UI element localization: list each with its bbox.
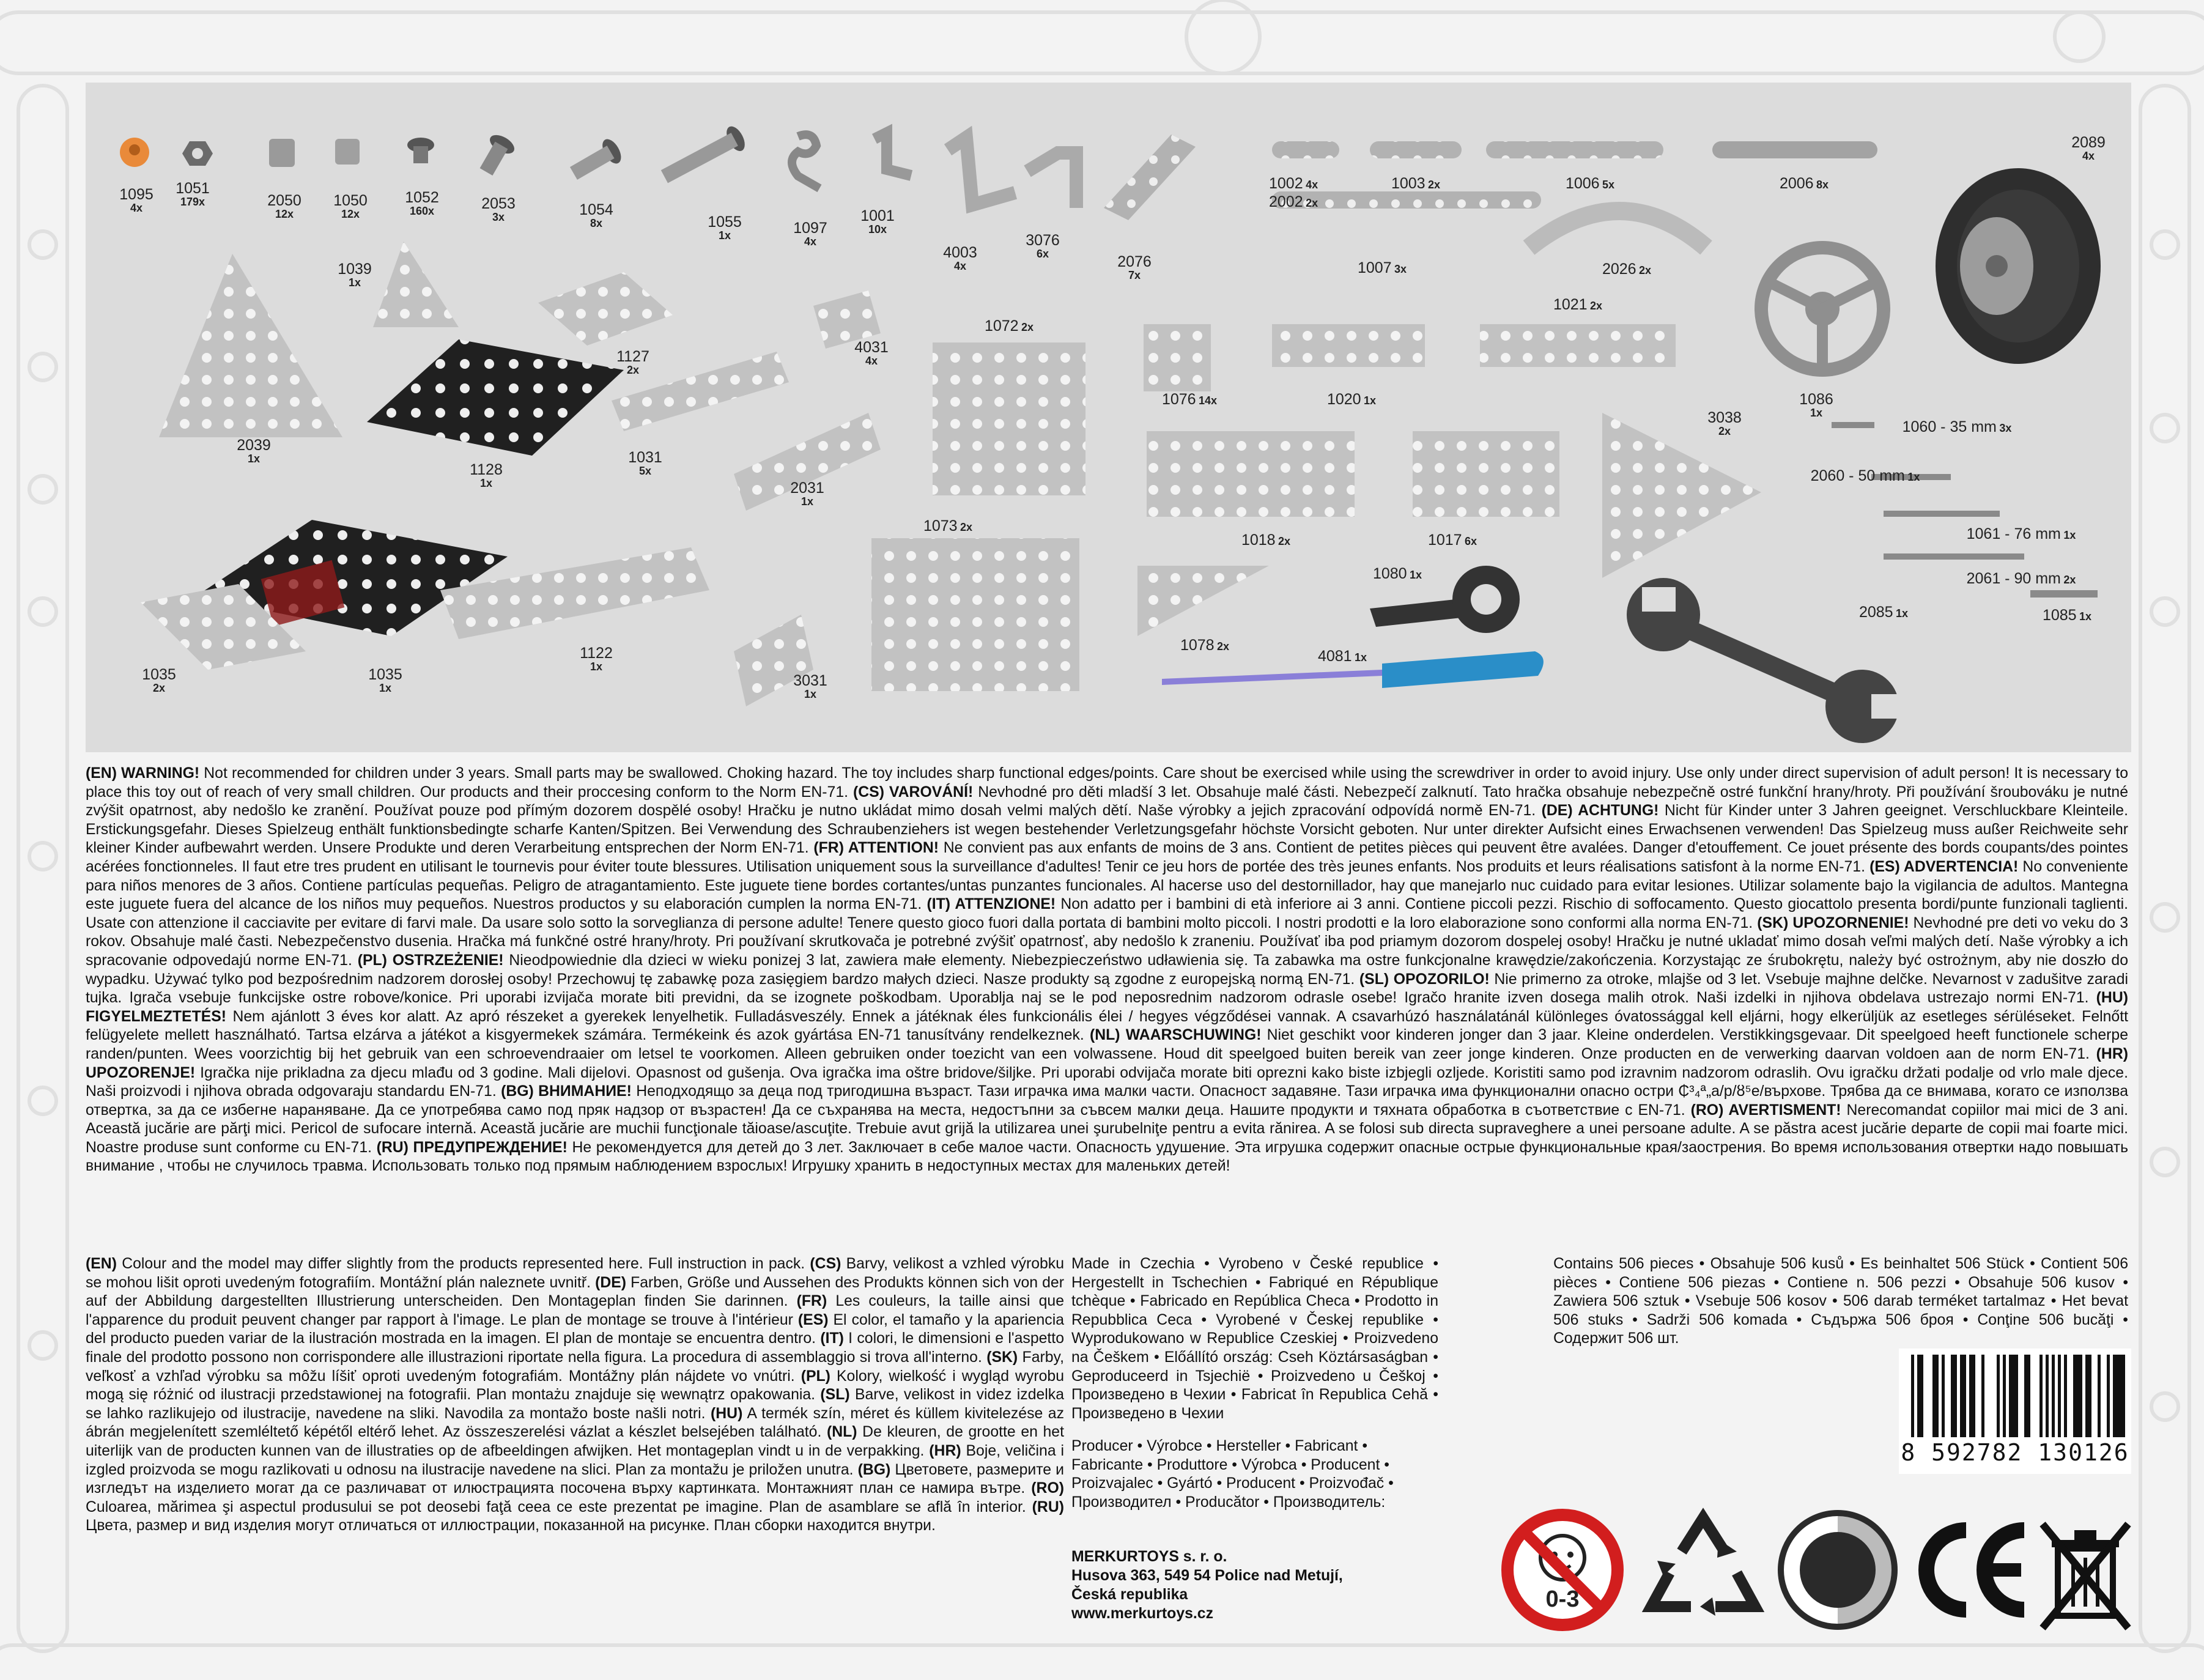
barcode-bar [1969, 1355, 1975, 1437]
part-label-1021: 1021 2x [1553, 296, 1603, 313]
black-plate-1128 [367, 339, 624, 456]
strip-1002 [1272, 141, 1339, 158]
age-warning-icon [1498, 1506, 1627, 1634]
warning-heading: (BG) ВНИМАНИЕ! [501, 1083, 632, 1100]
warning-heading: (CS) VAROVÁNÍ! [853, 783, 974, 801]
bracket-4003 [948, 138, 1015, 205]
part-label-2050: 2050 12x [267, 192, 301, 221]
screw-2053 [475, 131, 517, 179]
triangle-plate-2039 [159, 254, 342, 437]
barcode-bar [2046, 1355, 2049, 1437]
wrench-2085 [1627, 578, 1905, 743]
flat-plate-1072 [933, 342, 1085, 495]
colour-notice-body: Boje, veličina i izgled proizvoda se mogu razlikovati u odnosu na ilustracije navedene na slici. Plan za montažu je priložen unutra. [86, 1442, 1064, 1478]
barcode-bar [1932, 1355, 1939, 1437]
part-label-3031: 3031 1x [793, 672, 827, 701]
warning-heading: (RU) ПРЕДУПРЕЖДЕНИЕ! [376, 1139, 568, 1156]
warning-heading: (IT) ATTENZIONE! [926, 896, 1056, 913]
barcode-bar [2058, 1355, 2061, 1437]
washer-1095 [120, 138, 149, 167]
part-label-1097: 1097 4x [793, 220, 827, 248]
website-link: www.merkurtoys.cz [1071, 1605, 1213, 1622]
axle-2061 [1884, 553, 2024, 560]
colour-notice-heading: (HU) [711, 1405, 743, 1422]
colour-notice-heading: (SL) [820, 1386, 850, 1404]
colour-notice-body: Culoarea, mărimea şi aspectul produsului se pot deosebi faţă ceea ce este prezentat pe imagine. Plan de asamblare se află în interior. [86, 1498, 1032, 1515]
part-label-1035-a: 1035 2x [142, 666, 176, 695]
part-label-1061: 1061 - 76 mm 1x [1966, 525, 2076, 542]
colour-notice-body: A termék szín, méret és küllem kivitelezése az ábrán megjelenített szemléltető képétől eltérő lehet. Az összeszerelési vázlat a készlet belsejében található. [86, 1405, 1064, 1441]
part-label-4031: 4031 4x [854, 339, 889, 368]
safety-warning-text [86, 764, 2128, 1241]
part-label-2006: 2006 8x [1779, 175, 1829, 192]
barcode-bar [1960, 1355, 1966, 1437]
colour-notice-heading: (PL) [801, 1367, 830, 1385]
hook-1097 [792, 135, 819, 188]
wheel-2089 [1936, 168, 2101, 364]
warning-body: No conveniente para niños menores de 3 años. Contiene partículas pequeñas. Peligro de atragantamiento. Este juguete tiene bordes cortantes/untas punzantes funcionales. Al hacerse uso del destornillador, hay que manejarlo nuc cuidado para evitar lesiones. Utilizar solamente bajo la vigilancia de adultos. Mantegna este juguete fuera del alcance de los niños muy pequeños. Nuestros productos y su elaboración cumplen la norma EN-71. [86, 858, 2128, 913]
barcode [1899, 1349, 2131, 1474]
part-label-2002: 2002 2x [1269, 193, 1318, 210]
barcode-bar [2064, 1355, 2067, 1437]
axle-1060 [1832, 422, 1874, 428]
part-label-1095: 1095 4x [119, 186, 153, 215]
colour-notice-body: Colour and the model may differ slightly from the products represented here. Full instruction in pack. [116, 1256, 810, 1272]
axle-1085 [2030, 590, 2098, 598]
part-label-1127: 1127 2x [616, 348, 649, 377]
warning-body: Nem ajánlott 3 éves kor alatt. Az apró részeket a gyerekek lenyelhetik. Fulladásveszély. Ennek a játéknak éles funkcionális élei / hegyes végződései vannak. A csavarhúzó használatánál különleges óvatossággal kell eljárni, hogy elkerüljük az esetleges sérüléseket. Felnőtt felügyelete mellett használható. Tartsa elzárva a játékot a kisgyermekek számára. Termékeink és azok gyártása EN-71 tanusítvány rendelkeznek. [86, 1008, 2128, 1044]
part-label-2060: 2060 - 50 mm 1x [1810, 467, 1920, 484]
colour-notice-heading: (SK) [986, 1349, 1018, 1366]
part-label-1006: 1006 5x [1565, 175, 1615, 192]
part-label-1072: 1072 2x [984, 317, 1034, 335]
screw-1055 [658, 124, 749, 188]
part-label-1002: 1002 4x [1269, 175, 1318, 192]
steering-wheel-1086 [1761, 248, 1884, 370]
warning-body: Nie primerno za otroke, mlajše od 3 let. Vsebuje majhne delčke. Nevarnost v zadušitve zaradi tujka. Igrača vsebuje funkcijske ostre robove/konice. Pri uporabi izvijača morate biti previdni, da se izognete poškodbam. Uporablja naj se le pod neposrednim nadzorom odrasle osebe! Igračo hranite izven dosega malih otrok. Naši izdelki in njihova obdelava ustrezajo normi EN-71. [86, 971, 2129, 1007]
screw-1052 [407, 138, 434, 163]
colour-notice-heading: (ES) [797, 1311, 829, 1328]
colour-notice-body: Les couleurs, la taille ainsi que l'apparence du produit peuvent changer par rapport à l'image. Le plan de montage se trouve à l'intérieur [86, 1293, 1064, 1328]
colour-notice-heading: (FR) [796, 1293, 827, 1310]
barcode-bar [2073, 1355, 2082, 1437]
part-label-1054: 1054 8x [579, 201, 613, 230]
part-label-4081: 4081 1x [1317, 648, 1367, 665]
barcode-bar [1917, 1355, 1920, 1437]
part-label-1020: 1020 1x [1326, 391, 1377, 408]
part-label-2026: 2026 2x [1602, 261, 1652, 278]
colour-notice-body: Farby, veľkosť a vzhľad výrobku sa môžu líšiť oproti uvedeným fotografiám. Montážny plán nájdete vo vnútri. [86, 1349, 1064, 1385]
strip-1006 [1486, 141, 1663, 158]
barcode-bar [1920, 1355, 1923, 1437]
part-label-1003: 1003 2x [1391, 175, 1441, 192]
u-channel-1127 [538, 272, 673, 346]
barcode-bar [1942, 1355, 1945, 1437]
warning-heading: (EN) WARNING! [86, 765, 200, 782]
warning-body: Not recommended for children under 3 years. Small parts may be swallowed. Choking hazard. The toy includes sharp functional edges/points. Care shout be exercised while using the screwdriver in order to avoid injury. Use only under direct supervision of adult person! It is necessary to place this toy out of reach of very small children. Our products and their proccesing conform to the Norm EN-71. [86, 765, 2129, 801]
barcode-bar [2024, 1355, 2030, 1437]
part-label-2061: 2061 - 90 mm 2x [1966, 570, 2076, 587]
part-label-1060: 1060 - 35 mm 3x [1902, 418, 2012, 435]
warning-heading: (SK) UPOZORNENIE! [1757, 914, 1909, 931]
country: Česká republika [1071, 1586, 1188, 1603]
spacer-2050 [269, 139, 295, 167]
part-label-1031: 1031 5x [628, 449, 662, 478]
part-label-1039: 1039 1x [338, 261, 372, 289]
colour-notice-body: Barve, velikost in videz izdelka se lahko razlikujejo od ilustracije, navedene na sliki. Navodila za montažo boste našli notri. [86, 1386, 1064, 1422]
barcode-bar [2113, 1355, 2125, 1437]
bracket-3076 [1027, 153, 1076, 208]
colour-notice-heading: (EN) [86, 1256, 117, 1272]
street-address: Husova 363, 549 54 Police nad Metují, [1071, 1567, 1343, 1584]
part-label-1050: 1050 12x [333, 192, 368, 221]
producer-address [1071, 1547, 1438, 1623]
part-label-1128: 1128 1x [470, 461, 503, 490]
warning-body: Niet geschikt voor kinderen jonger dan 3 jaar. Kleine onderdelen. Verstikkingsgevaar. Dit speelgoed heeft functionele scherpe randen/punten. Wees voorzichtig bij het gebruik van een schroevendraaier om letsel te voorkomen. Alleen gebruiken onder toezicht van een volwassene. Houd dit speelgoed buiten bereik van zeer jonge kinderen. Onze producten en de verwerking daarvan voldoen aan de norm EN-71. [86, 1027, 2128, 1062]
part-label-1085: 1085 1x [2042, 607, 2092, 624]
barcode-bar [1997, 1355, 2000, 1437]
part-label-1080: 1080 1x [1372, 565, 1422, 582]
barcode-bar [2107, 1355, 2110, 1437]
part-label-4003: 4003 4x [943, 244, 977, 273]
colour-notice-body: I colori, le dimensioni e l'aspetto finale del prodotto possono non corrispondere alle illustrazioni riportate nella figura. La procedura di assemblaggio si trova all'interno. [86, 1330, 1064, 1366]
barcode-bar [1911, 1355, 1914, 1437]
triangle-plate-1039 [373, 242, 459, 327]
weee-bin-icon [2036, 1506, 2134, 1634]
screw-1054 [567, 136, 625, 185]
plate-1018 [1147, 431, 1355, 517]
part-label-1055: 1055 1x [708, 213, 742, 242]
part-label-1086: 1086 1x [1799, 391, 1833, 420]
flat-plate-1073 [871, 538, 1079, 691]
contents-text: Contains 506 pieces • Obsahuje 506 kusů • Es beinhaltet 506 Stück • Contient 506 pièces • Contiene 506 piezas • Contiene n. 506 pezzi • Obsahuje 506 kusov • Zawiera 506 sztuk • Vsebuje 506 kosov • 506 darab terméket tartalmaz • Het bevat 506 stuks • Sadrži 506 komada • Съдържа 506 броя • Conţine 506 bucăţi • Содержит 506 шт. [1553, 1256, 2128, 1347]
parts-panel [86, 83, 2131, 752]
colour-notice-heading: (NL) [826, 1424, 857, 1441]
part-label-1017: 1017 6x [1427, 531, 1477, 549]
plate-1017 [1413, 431, 1559, 517]
green-dot-icon [1773, 1506, 1902, 1634]
part-label-1078: 1078 2x [1180, 637, 1230, 654]
part-label-1052: 1052 160x [405, 189, 439, 218]
part-label-1122: 1122 1x [580, 645, 613, 673]
part-label-1073: 1073 2x [923, 517, 973, 535]
plate-1021 [1480, 324, 1676, 367]
warning-body: Nieodpowiednie dla dzieci w wieku ponizej 3 lat, zawiera małe elementy. Niebezpieczeństwo udławienia się. Ta zabawka ma ostre funkcjonalne krawędzie/zakończenia. Korzystając ze śrubokrętu, należy być ostrożnym, aby nie doszło do wypadku. Używać tylko pod bezpośrednim nadzorem dorosłej osoby! Przechowuj tę zabawkę poza zasięgiem bardzo małych dzieci. Nasze produkty są zgodne z europejską normą EN-71. [86, 952, 2128, 988]
warning-heading: (FR) ATTENTION! [813, 840, 939, 857]
barcode-bar [2003, 1355, 2006, 1437]
colour-notice-text [86, 1255, 1064, 1640]
colour-notice-heading: (IT) [820, 1330, 844, 1347]
warning-body: Неподходящо за деца под тригодишна възраст. Тази играчка има малки части. Опасност задавяне. Тази играчка има функционални опасно остри ₵³₄ª„a/p/ȣ⁵e/върхове. Трябва да се внимава, когато се използва отвертка, за да се избегне нараняване. Да се употребява само под пряк надзор от възрастен! Да се съхранява на места, недостъпни за съвсем малки деца. Нашите продукти и тяхната обработка в съответствие с EN-71. [86, 1083, 2128, 1119]
colour-notice-heading: (HR) [929, 1442, 961, 1459]
made-in-text: Made in Czechia • Vyrobeno v České republice • Hergestellt in Tschechien • Fabriqué en République tchèque • Fabricado en República Checa • Prodotto in Repubblica Ceca • Vyrobené v Českej republike • Wyprodukowano w Republice Czeskiej • Proizvedeno na Češkem • Előállító ország: Cseh Köztársaságban • Geproduceerd in Tsjechië • Proizvedeno u Češkoj • Произведено в Чехии • Fabricat în Republica Cehă • Произведено в Чехии [1071, 1256, 1438, 1422]
warning-body: Nerecomandat copiilor mai mici de 3 ani. Această jucărie are părţi mici. Pericol de sufocare internă. Această jucărie are muchii funcţionale tăioase/ascuţite. Trebuie avut grijă la utilizarea unei şurubelniţe pentru a evita rănirea. A se folosi sub directa supraveghere a unei persoane adulte. A se păstra acest jucărie departe de copii mai foarte mici. Noastre produse sunt conforme cu EN-71. [86, 1101, 2128, 1156]
colour-notice-body: Farben, Größe und Aussehen des Produkts können sich von der auf der Abbildung dargestellten Illustrierung unterscheiden. Den Montageplan finden Sie darinnen. [86, 1274, 1064, 1310]
part-label-2076: 2076 7x [1117, 253, 1152, 282]
colour-notice-body: Kolory, wielkość i wygląd wyrobu mogą się różnić od ilustracji przedstawionej na fotografii. Plan montażu znajduje się wewnątrz opakowania. [86, 1367, 1064, 1404]
part-label-3038: 3038 2x [1707, 409, 1742, 438]
colour-notice-body: Цвета, размер и вид изделия могут отличаться от иллюстрации, показанной на рисунке. План сборки находится внутри. [86, 1517, 936, 1534]
company-name: MERKURTOYS s. r. o. [1071, 1549, 1227, 1565]
warning-body: Nicht für Kinder unter 3 Jahren geeignet. Verschluckbare Kleinteile. Erstickungsgefahr. Dieses Spielzeug enthält funktionsbedingte scharfe Kanten/Spitzen. Bei Verwendung des Schraubenziehers ist wegen bestehender Verletzungsgefahr höchste Vorsicht geboten. Nur unter direkter Aufsicht eines Erwachsenen verwenden! Das Spielzeug muss außer Reichweite sehr kleiner Kinder aufbewahrt werden. Unsere Produkte und deren Verarbeitung entsprechen der Norm EN-71. [86, 802, 2128, 857]
strip-2006 [1712, 141, 1877, 158]
warning-heading: (HR) UPOZORENJE! [86, 1045, 2128, 1081]
colour-notice-body: De kleuren, de grootte en het uiterlijk van de producten kunnen van de illustraties op de afbeeldingen afwijken. Het montageplan vindt u in de verpakking. [86, 1424, 1064, 1459]
producer-text: Producer • Výrobce • Hersteller • Fabricant • Fabricante • Produttore • Výrobca • Producent • Proizvajalec • Gyártó • Producent • Proizvođač • Производител • Producător • Производитель: [1071, 1438, 1394, 1511]
colour-notice-heading: (RU) [1032, 1498, 1064, 1515]
plate-1020 [1272, 324, 1425, 367]
colour-notice-body: Barvy, velikost a vzhled výrobku se mohou lišit oproti uvedeným fotografiím. Montážní plán naleznete uvnitř. [86, 1256, 1064, 1291]
part-label-1018: 1018 2x [1241, 531, 1291, 549]
barcode-bar [2098, 1355, 2101, 1437]
warning-body: Nevhodné pre deti vo veku do 3 rokov. Obsahuje malé časti. Nebezpečenstvo dusenia. Hračka má funkčné ostré hrany/hroty. Pri používaní skrutkovača je potrebné zvýšiť opatrnosť, aby nedošlo k zraneniu. Používať iba pod priamym dozorom dospelej osoby! Hračku je nutné ukladať mimo dosah veľmi malých detí. Naše výrobky a ich spracovanie odpovedajú norme EN-71. [86, 914, 2128, 969]
part-label-2089: 2089 4x [2071, 134, 2106, 163]
strip-1003 [1370, 141, 1462, 158]
part-label-1035-b: 1035 1x [368, 666, 402, 695]
warning-body: Не рекомендуется для детей до 3 лет. Заключает в себе малое части. Опасность удушение. Эта игрушка содержит опасные острые функциональные края/заострения. Во время использования отвертки надо повышать внимание , чтобы не случилось травма. Использовать только под прямым наблюдением взрослых! Игрушку хранить в недоступных местах для маленьких детей! [86, 1139, 2128, 1175]
strip-1076 [1144, 324, 1211, 391]
part-label-3076: 3076 6x [1026, 232, 1060, 261]
part-label-2031: 2031 1x [790, 479, 824, 508]
colour-notice-body: Цветовете, размерите и изгледът на изделието могат да се различават от илюстрацията посочена върху картинката. Монтажният план се намира вътре. [86, 1461, 1064, 1497]
barcode-bar [2052, 1355, 2055, 1437]
part-label-2085: 2085 1x [1858, 604, 1909, 621]
colour-notice-body: El color, el tamaño y la apariencia del producto pueden variar de la ilustración mostrada en la imagen. El plan de montaje se encuentra dentro. [86, 1311, 1064, 1347]
curved-strip-2026 [1529, 211, 1706, 248]
barcode-bar [2039, 1355, 2043, 1437]
triangle-plate-3038 [1602, 413, 1761, 578]
axle-1061 [1884, 511, 2000, 517]
colour-notice-heading: (CS) [810, 1256, 841, 1272]
barcode-bar [2009, 1355, 2018, 1437]
warning-heading: (RO) AVERTISMENT! [1690, 1101, 1841, 1119]
part-label-2039: 2039 1x [237, 437, 271, 465]
part-label-1076: 1076 14x [1161, 391, 1218, 408]
part-label-1001: 1001 10x [860, 207, 895, 236]
warning-heading: (DE) ACHTUNG! [1541, 802, 1659, 820]
part-label-2053: 2053 3x [481, 195, 516, 224]
barcode-bar [1951, 1355, 1957, 1437]
warning-heading: (SL) OPOZORILO! [1359, 971, 1490, 988]
barcode-bar [1981, 1355, 1984, 1437]
warning-heading: (PL) OSTRZEŻENIE! [357, 952, 504, 969]
warning-body: Igračka nije prikladna za djecu mlađu od 3 godine. Mali dijelovi. Opasnost od gušenja. Ova igračka ima oštre bridove/šiljke. Pri uporabi odvijača morate biti oprezni kako biste izbjegli ozljede. Koristiti samo pod izravnim nadzorom odraslih. Ovu igračku držati podalje od vrlo male djece. Naši proizvodi i njihova obrada odgovaraju standardu EN-71. [86, 1064, 2128, 1100]
age-warning-label: 0-3 [1545, 1586, 1580, 1612]
colour-notice-heading: (RO) [1031, 1480, 1064, 1497]
ce-mark-icon [1908, 1506, 2030, 1634]
colour-notice-heading: (BG) [857, 1461, 891, 1478]
part-label-1007: 1007 3x [1357, 259, 1407, 276]
bracket-1001 [875, 133, 911, 176]
spacer-1050 [335, 139, 360, 165]
barcode-digits: 8 592782 130126 [1899, 1439, 2131, 1466]
barcode-bar [2085, 1355, 2091, 1437]
warning-body: Non adatto per i bambini di età inferiore ai 3 anni. Contiene piccoli pezzi. Rischio di soffocamento. Questo giocattolo presenta bordi/punte funzionali taglienti. Usate con attenzione il cacciavite per evitare di farvi male. Da usare solo sotto la sorveglianza di persone adulte! Tenere questo gioco fuori dalla portata di bambini molto piccoli. I nostri prodotti e la loro elaborazione sono conformi alla norma EN-71. [86, 896, 2128, 931]
colour-notice-heading: (DE) [595, 1274, 627, 1291]
plate-2076 [1104, 135, 1196, 220]
warning-heading: (HU) FIGYELMEZTETÉS! [86, 990, 2128, 1025]
part-label-1051: 1051 179x [176, 180, 210, 209]
warning-heading: (ES) ADVERTENCIA! [1869, 858, 2019, 875]
recycling-icon [1639, 1506, 1767, 1634]
warning-body: Ne convient pas aux enfants de moins de 3 ans. Contient de petites pièces qui peuvent être avalées. Danger d'etouffement. Ce jouet présente des bords coupants/des pointes acérées fonctionneles. Il faut etre tres prudent en utilisant le tournevis pour éviter toute blessures. Utilisation uniquement sous la surveillance d'adultes! Tenir ce jeu hors de portée des très jeunes enfants. Nos produits et leurs réalisations satisfont à la norme EN-71. [86, 840, 2129, 875]
triangle-plate-1078 [1137, 566, 1269, 636]
warning-heading: (NL) WAARSCHUWING! [1089, 1027, 1262, 1044]
warning-body: Nevhodné pro děti mladší 3 let. Obsahuje malé části. Nebezpečí zalknutí. Tato hračka obsahuje nebezpečně ostré funkční hrany/hroty. Při používání šroubováku je nutné zvýšit opatrnost, aby nedošlo ke zranění. Používat pouze pod přímým dozorem dospělé osoby! Hračku je nutno ukládat mimo dosah velmi malých dětí. Naše výrobky a jejich zpracování odpovídá normě EN-71. [86, 783, 2129, 820]
